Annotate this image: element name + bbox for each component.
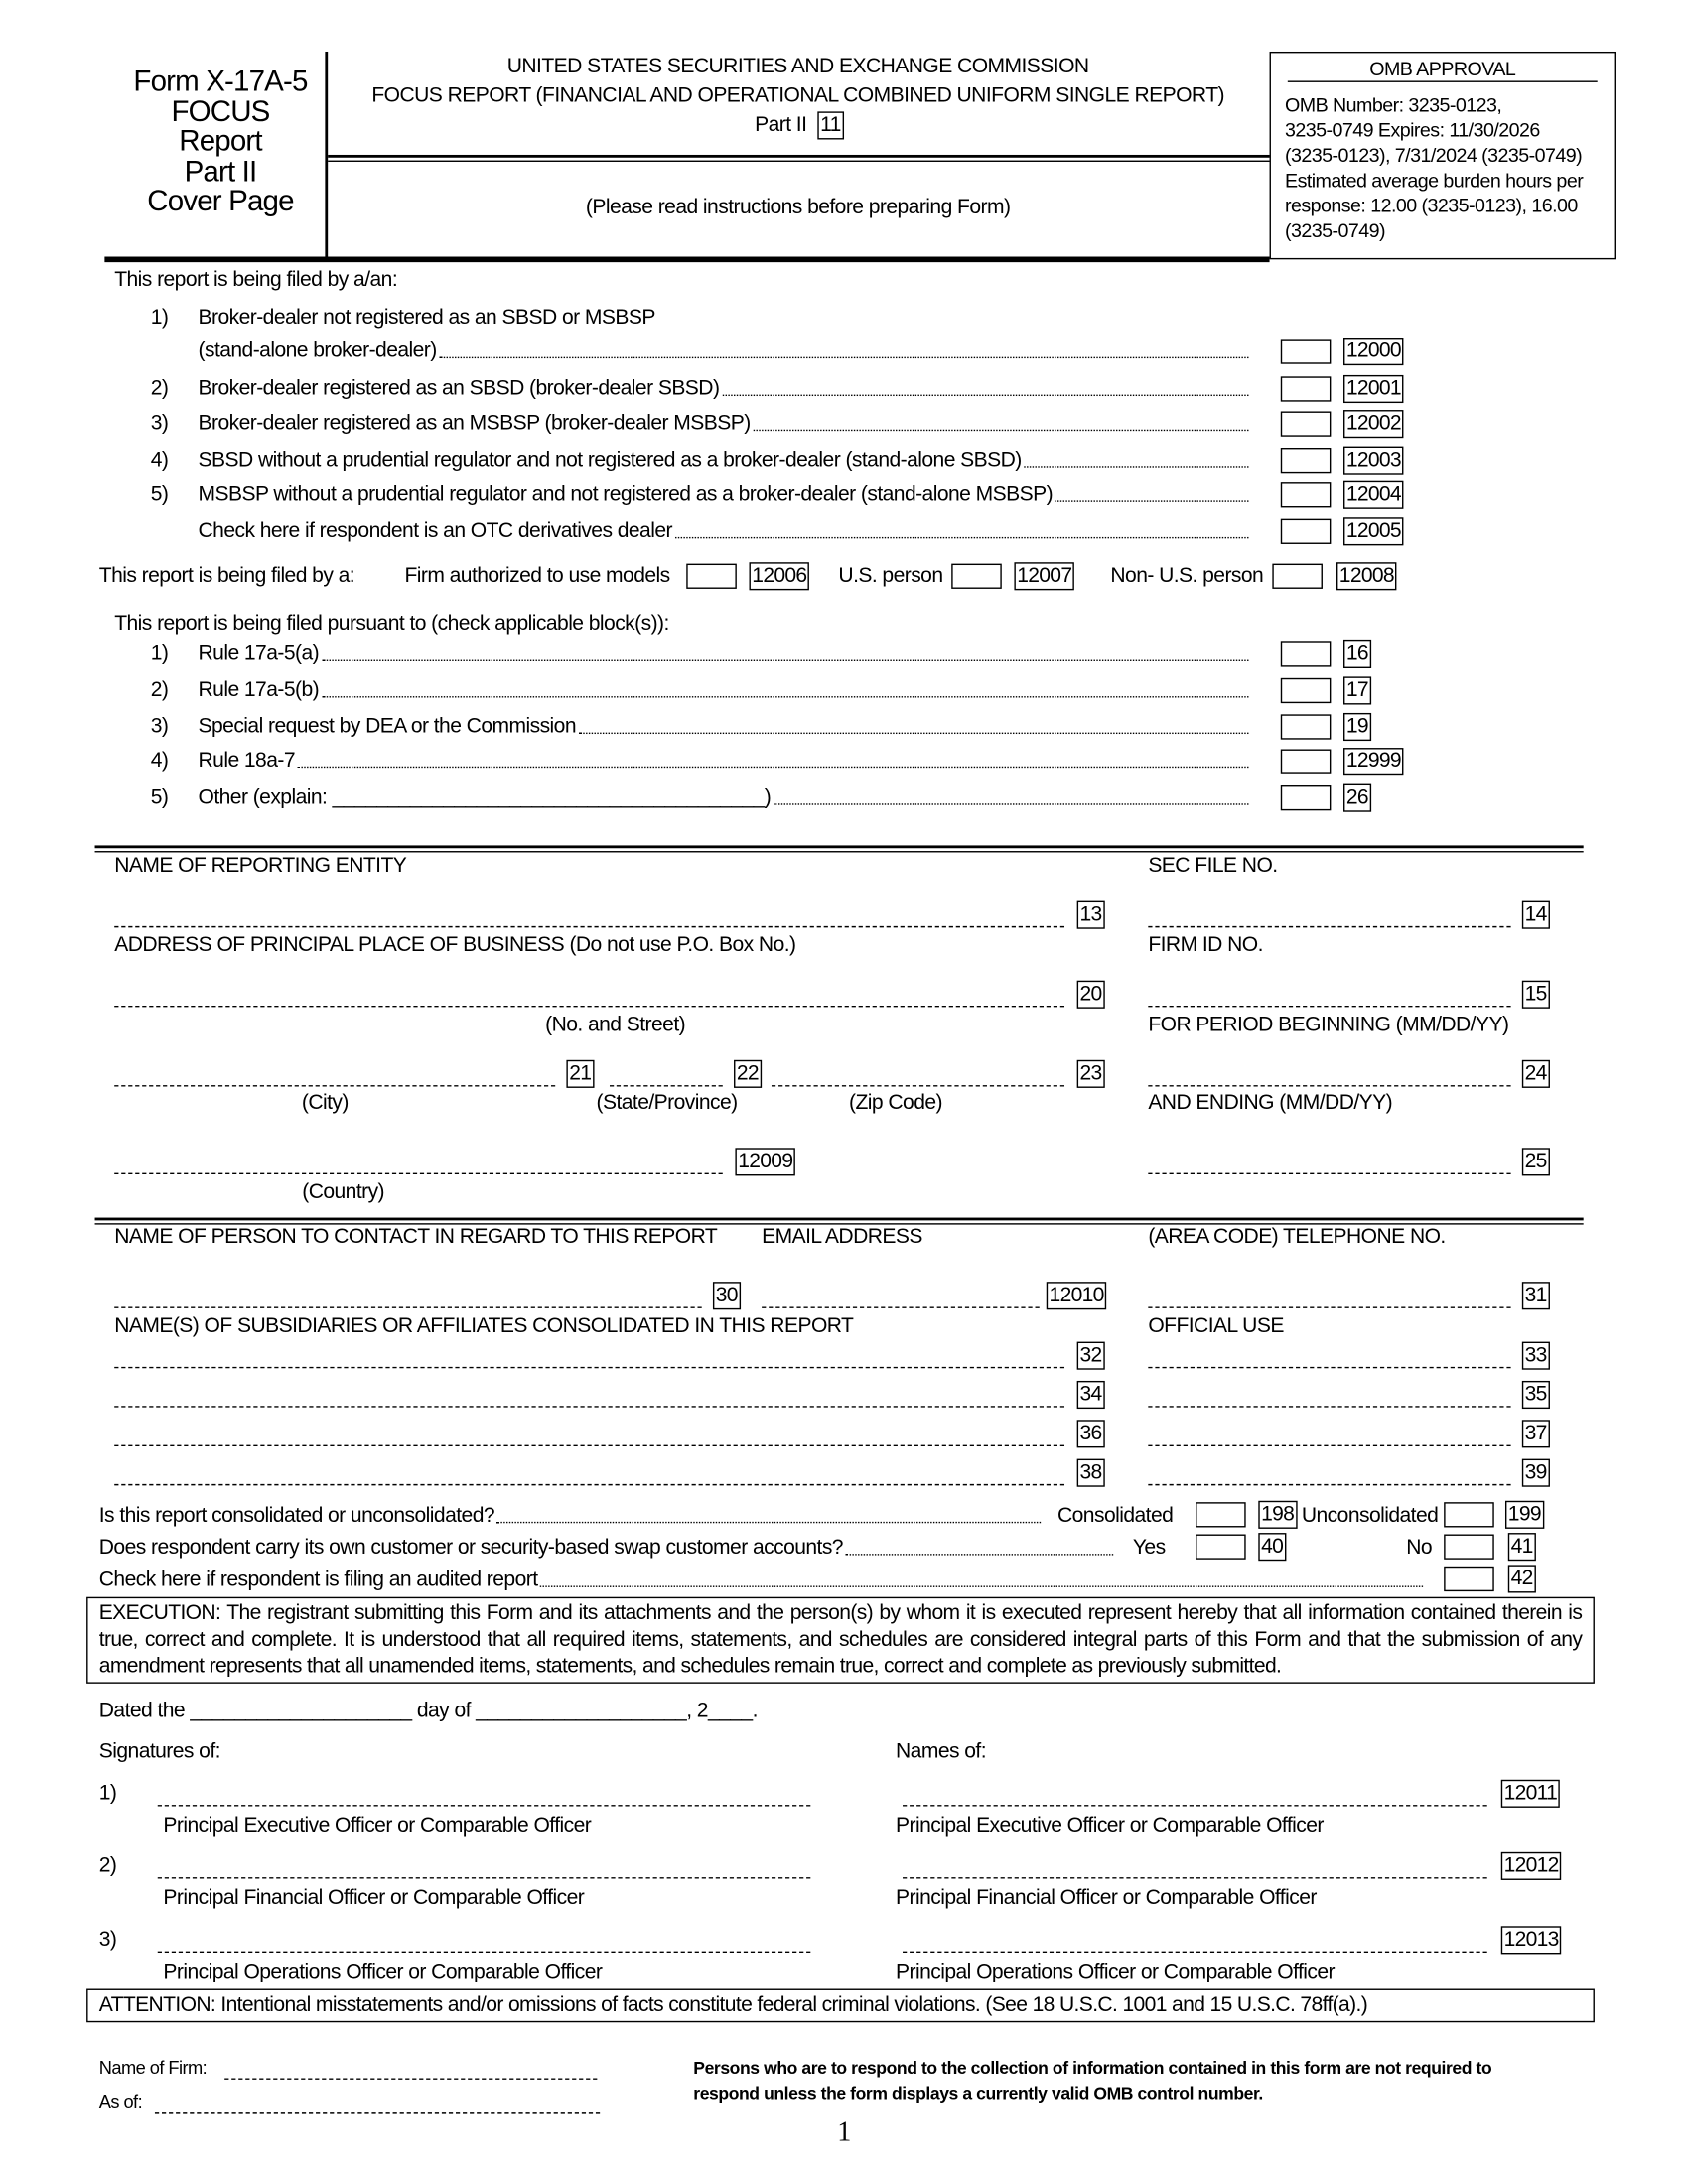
checkbox-us-person[interactable] (951, 564, 1002, 589)
sec-file-label: SEC FILE NO. (1148, 853, 1278, 878)
entity-name-field[interactable] (114, 926, 1064, 927)
filer-type-item (199, 339, 1252, 363)
dot-leader (322, 696, 1249, 697)
checkbox-unconsolidated[interactable] (1444, 1502, 1494, 1527)
period-end-label: AND ENDING (MM/DD/YY) (1148, 1090, 1393, 1115)
signature-number: 3) (98, 1927, 117, 1952)
signature-title: Principal Financial Officer or Comparable Officer (163, 1885, 585, 1910)
instructions-note: (Please read instructions before preparing Form) (585, 195, 1011, 219)
field-code: 24 (1522, 1060, 1550, 1088)
name-field[interactable] (903, 1805, 1487, 1806)
field-code: 12006 (749, 562, 809, 590)
as-of-field[interactable] (155, 2112, 600, 2113)
city-caption: (City) (301, 1090, 349, 1115)
divider (328, 161, 1269, 162)
field-code: 16 (1343, 640, 1371, 668)
checkbox-firm-models[interactable] (686, 564, 737, 589)
filer-type-item (199, 448, 1252, 473)
checkbox[interactable] (1281, 339, 1332, 363)
audited-question (99, 1568, 1426, 1592)
checkbox[interactable] (1281, 519, 1332, 544)
signature-field[interactable] (158, 1952, 811, 1953)
field-code: 12004 (1343, 481, 1404, 509)
field-code: 34 (1077, 1381, 1105, 1409)
name-field[interactable] (903, 1952, 1487, 1953)
phone-field[interactable] (1148, 1306, 1510, 1307)
omb-line: (3235-0749) (1285, 218, 1386, 242)
field-code: 15 (1522, 981, 1550, 1009)
dot-leader (440, 357, 1249, 358)
dot-leader (322, 660, 1249, 661)
dot-leader (540, 1585, 1423, 1586)
address-label: ADDRESS OF PRINCIPAL PLACE OF BUSINESS (Do not use P.O. Box No.) (114, 932, 796, 957)
pursuant-heading: This report is being filed pursuant to (check applicable block(s)): (114, 612, 669, 636)
checkbox[interactable] (1281, 376, 1332, 401)
omb-title: OMB APPROVAL (1288, 58, 1598, 82)
divider (328, 155, 1269, 158)
field-code: 12010 (1047, 1282, 1107, 1309)
checkbox[interactable] (1281, 785, 1332, 810)
question-text: Is this report consolidated or unconsolidated? (98, 1503, 495, 1528)
checkbox[interactable] (1281, 482, 1332, 507)
contact-person-label: NAME OF PERSON TO CONTACT IN REGARD TO THIS REPORT (114, 1224, 718, 1249)
omb-approval-box (1270, 52, 1616, 259)
filer-type-item (199, 482, 1252, 507)
firm-name-label: Name of Firm: (98, 2057, 208, 2079)
form-title-line: Part II (184, 155, 257, 188)
official-use-field[interactable] (1148, 1406, 1510, 1407)
street-caption: (No. and Street) (545, 1013, 686, 1036)
field-code: 37 (1522, 1420, 1550, 1447)
field-code: 38 (1077, 1459, 1105, 1487)
official-use-field[interactable] (1148, 1367, 1510, 1368)
firm-id-label: FIRM ID NO. (1148, 932, 1263, 957)
field-code: 25 (1522, 1148, 1550, 1175)
form-title-line: Form X-17A-5 (133, 66, 308, 98)
field-code: 30 (713, 1282, 741, 1309)
name-title: Principal Executive Officer or Comparable Officer (896, 1813, 1324, 1838)
no-label: No (1406, 1535, 1433, 1560)
signature-number: 1) (98, 1781, 117, 1806)
filer-type-item (199, 376, 1252, 401)
page-number: 1 (837, 2116, 851, 2148)
field-code: 13 (1077, 901, 1105, 929)
pursuant-item (199, 678, 1252, 703)
dot-leader (846, 1554, 1113, 1555)
dot-leader (722, 395, 1248, 396)
subsidiary-field[interactable] (114, 1445, 1064, 1446)
field-code: 12999 (1343, 748, 1404, 775)
field-code: 21 (566, 1060, 594, 1088)
form-title (123, 67, 319, 216)
field-code: 14 (1522, 901, 1550, 929)
checkbox-no[interactable] (1444, 1535, 1494, 1560)
checkbox[interactable] (1281, 411, 1332, 436)
item-number: 4) (150, 749, 169, 773)
field-code: 40 (1258, 1533, 1286, 1561)
item-number: 1) (150, 641, 169, 666)
checkbox[interactable] (1281, 714, 1332, 739)
filed-by-label: This report is being filed by a: (98, 563, 355, 588)
dot-leader (298, 767, 1249, 768)
omb-line: (3235-0123), 7/31/2024 (3235-0749) (1285, 143, 1583, 167)
item-number: 3) (150, 411, 169, 436)
official-use-field[interactable] (1148, 1484, 1510, 1485)
entity-name-label: NAME OF REPORTING ENTITY (114, 853, 407, 878)
divider (95, 845, 1584, 848)
field-code: 41 (1508, 1533, 1536, 1561)
field-code: 26 (1343, 784, 1371, 812)
field-code: 36 (1077, 1420, 1105, 1447)
field-code: 17 (1343, 676, 1371, 704)
signature-field[interactable] (158, 1805, 811, 1806)
email-label: EMAIL ADDRESS (762, 1224, 922, 1249)
item-number: 2) (150, 677, 169, 702)
dated-line[interactable]: Dated the ____________________ day of ___________________, 2____. (98, 1699, 758, 1723)
agency-name: UNITED STATES SECURITIES AND EXCHANGE COMMISSION (506, 54, 1089, 78)
divider (104, 257, 1269, 263)
checkbox-consolidated[interactable] (1196, 1502, 1246, 1527)
item-label: Broker-dealer registered as an SBSD (broker-dealer SBSD) (198, 376, 720, 401)
state-caption: (State/Province) (596, 1090, 738, 1115)
option-label: U.S. person (838, 563, 943, 588)
item-number: 3) (150, 714, 169, 739)
email-field[interactable] (762, 1306, 1040, 1307)
pursuant-item (199, 714, 1252, 739)
pursuant-item (199, 785, 1252, 810)
omb-notice: Persons who are to respond to the collection of information contained in this form are not required to (693, 2058, 1492, 2079)
dot-leader (1055, 500, 1249, 501)
signatures-label: Signatures of: (98, 1739, 220, 1763)
field-code: 33 (1522, 1342, 1550, 1370)
field-code: 198 (1258, 1501, 1297, 1529)
item-label: MSBSP without a prudential regulator and not registered as a broker-dealer (stand-alone MSBSP) (198, 482, 1054, 507)
part-code: 11 (817, 111, 843, 139)
attention-notice: ATTENTION: Intentional misstatements and/or omissions of facts constitute federal criminal violations. (See 18 U.S.C. 1001 and 15 U.S.C. 78ff(a).) (86, 1989, 1595, 2023)
item-label: Rule 17a-5(b) (198, 677, 320, 702)
as-of-label: As of: (98, 2091, 143, 2113)
checkbox[interactable] (1281, 678, 1332, 703)
filer-type-heading: This report is being filed by a/an: (114, 267, 398, 292)
item-label: SBSD without a prudential regulator and not registered as a broker-dealer (stand-alone SBSD) (198, 448, 1022, 472)
signature-field[interactable] (158, 1877, 811, 1878)
name-title: Principal Financial Officer or Comparable Officer (896, 1885, 1317, 1910)
form-title-line: Report (179, 125, 262, 158)
period-begin-field[interactable] (1148, 1085, 1510, 1086)
item-label: Rule 17a-5(a) (198, 641, 320, 666)
signature-title: Principal Executive Officer or Comparable Officer (163, 1813, 592, 1838)
item-number: 2) (150, 376, 169, 401)
field-code: 12011 (1501, 1780, 1560, 1808)
names-label: Names of: (896, 1739, 987, 1763)
item-number: 4) (150, 448, 169, 472)
dot-leader (497, 1522, 1041, 1523)
checkbox[interactable] (1281, 749, 1332, 773)
field-code: 31 (1522, 1282, 1550, 1309)
item-number: 5) (150, 785, 169, 809)
state-field[interactable] (610, 1085, 723, 1086)
option-label: Firm authorized to use models (404, 563, 670, 588)
divider (95, 851, 1584, 852)
omb-details (1285, 92, 1583, 243)
field-code: 12002 (1343, 410, 1404, 438)
city-field[interactable] (114, 1085, 555, 1086)
field-code: 22 (734, 1060, 762, 1088)
subsidiary-field[interactable] (114, 1406, 1064, 1407)
dot-leader (754, 430, 1249, 431)
item-label: Special request by DEA or the Commission (198, 714, 576, 739)
period-begin-label: FOR PERIOD BEGINNING (MM/DD/YY) (1148, 1013, 1509, 1036)
consolidated-label: Consolidated (1056, 1503, 1174, 1528)
dot-leader (675, 537, 1249, 538)
checkbox-yes[interactable] (1196, 1535, 1246, 1560)
omb-notice: respond unless the form displays a currently valid OMB control number. (693, 2084, 1263, 2104)
item-label: Broker-dealer registered as an MSBSP (broker-dealer MSBSP) (198, 411, 751, 436)
zip-field[interactable] (772, 1085, 1064, 1086)
field-code: 20 (1077, 981, 1105, 1009)
signature-title: Principal Operations Officer or Comparable Officer (163, 1960, 603, 1983)
checkbox-non-us-person[interactable] (1272, 564, 1323, 589)
dot-leader (774, 803, 1248, 804)
country-field[interactable] (114, 1173, 723, 1174)
subsidiary-field[interactable] (114, 1367, 1064, 1368)
field-code: 12012 (1501, 1852, 1562, 1880)
field-code: 12013 (1501, 1926, 1562, 1954)
field-code: 12003 (1343, 447, 1404, 475)
item-label: Rule 18a-7 (198, 749, 296, 773)
checkbox[interactable] (1281, 448, 1332, 473)
field-code: 199 (1505, 1501, 1544, 1529)
omb-line: 3235-0749 Expires: 11/30/2026 (1285, 118, 1540, 141)
period-end-field[interactable] (1148, 1173, 1510, 1174)
part-label: Part II (755, 112, 807, 137)
report-name: FOCUS REPORT (FINANCIAL AND OPERATIONAL COMBINED UNIFORM SINGLE REPORT) (371, 83, 1224, 108)
official-use-label: OFFICIAL USE (1148, 1313, 1284, 1338)
execution-statement: EXECUTION: The registrant submitting this Form and its attachments and the person(s) by whom it is executed represent hereby that all information contained therein is true, correct and complete. It is understood that all required items, statements, and schedules are considered integral parts of this Form and that the submission of any amendment represents that all unamended items, statements, and schedules remain true, correct and complete as previously submitted. (86, 1597, 1595, 1684)
street-field[interactable] (114, 1006, 1064, 1007)
item-number: 1) (150, 305, 169, 330)
dot-leader (1025, 466, 1249, 467)
firm-name-field[interactable] (224, 2078, 597, 2079)
field-code: 12001 (1343, 375, 1404, 403)
field-code: 39 (1522, 1459, 1550, 1487)
item-number: 5) (150, 482, 169, 507)
item-label: (stand-alone broker-dealer) (198, 339, 437, 363)
field-code: 35 (1522, 1381, 1550, 1409)
accounts-question (99, 1536, 1116, 1561)
field-code: 12008 (1336, 562, 1397, 590)
unconsolidated-label: Unconsolidated (1301, 1503, 1439, 1528)
field-code: 12000 (1343, 338, 1404, 365)
field-code: 23 (1077, 1060, 1105, 1088)
subsidiaries-label: NAME(S) OF SUBSIDIARIES OR AFFILIATES CONSOLIDATED IN THIS REPORT (114, 1313, 854, 1338)
checkbox[interactable] (1281, 641, 1332, 666)
field-code: 32 (1077, 1342, 1105, 1370)
form-title-line: FOCUS (171, 95, 270, 128)
filer-type-item (199, 411, 1252, 436)
yes-label: Yes (1132, 1535, 1166, 1560)
pursuant-item (199, 641, 1252, 666)
field-code: 12005 (1343, 517, 1404, 545)
checkbox-audited[interactable] (1444, 1567, 1494, 1591)
form-title-line: Cover Page (147, 185, 294, 218)
sec-file-field[interactable] (1148, 926, 1510, 927)
signature-number: 2) (98, 1853, 117, 1878)
consolidated-question (99, 1504, 1044, 1529)
item-label: Check here if respondent is an OTC derivatives dealer (198, 518, 672, 543)
item-label: Other (explain: _______________________________________) (198, 785, 772, 809)
omb-line: response: 12.00 (3235-0123), 16.00 (1285, 194, 1578, 216)
field-code: 12007 (1014, 562, 1074, 590)
name-field[interactable] (903, 1877, 1487, 1878)
filer-type-item (199, 519, 1252, 544)
subsidiary-field[interactable] (114, 1484, 1064, 1485)
question-text: Does respondent carry its own customer or security-based swap customer accounts? (98, 1535, 843, 1560)
dot-leader (579, 733, 1249, 734)
item-label: Broker-dealer not registered as an SBSD or MSBSP (198, 305, 655, 330)
option-label: Non- U.S. person (1110, 563, 1264, 588)
question-text: Check here if respondent is filing an audited report (98, 1568, 538, 1592)
zip-caption: (Zip Code) (849, 1090, 942, 1115)
official-use-field[interactable] (1148, 1445, 1510, 1446)
country-caption: (Country) (302, 1179, 385, 1204)
field-code: 12009 (735, 1148, 795, 1175)
omb-line: Estimated average burden hours per (1285, 169, 1584, 192)
firm-id-field[interactable] (1148, 1006, 1510, 1007)
field-code: 19 (1343, 713, 1371, 741)
divider (95, 1218, 1584, 1221)
phone-label: (AREA CODE) TELEPHONE NO. (1148, 1224, 1446, 1249)
omb-line: OMB Number: 3235-0123, (1285, 93, 1502, 116)
contact-person-field[interactable] (114, 1306, 702, 1307)
pursuant-item (199, 749, 1252, 773)
field-code: 42 (1508, 1565, 1536, 1592)
name-title: Principal Operations Officer or Comparable Officer (896, 1960, 1336, 1983)
